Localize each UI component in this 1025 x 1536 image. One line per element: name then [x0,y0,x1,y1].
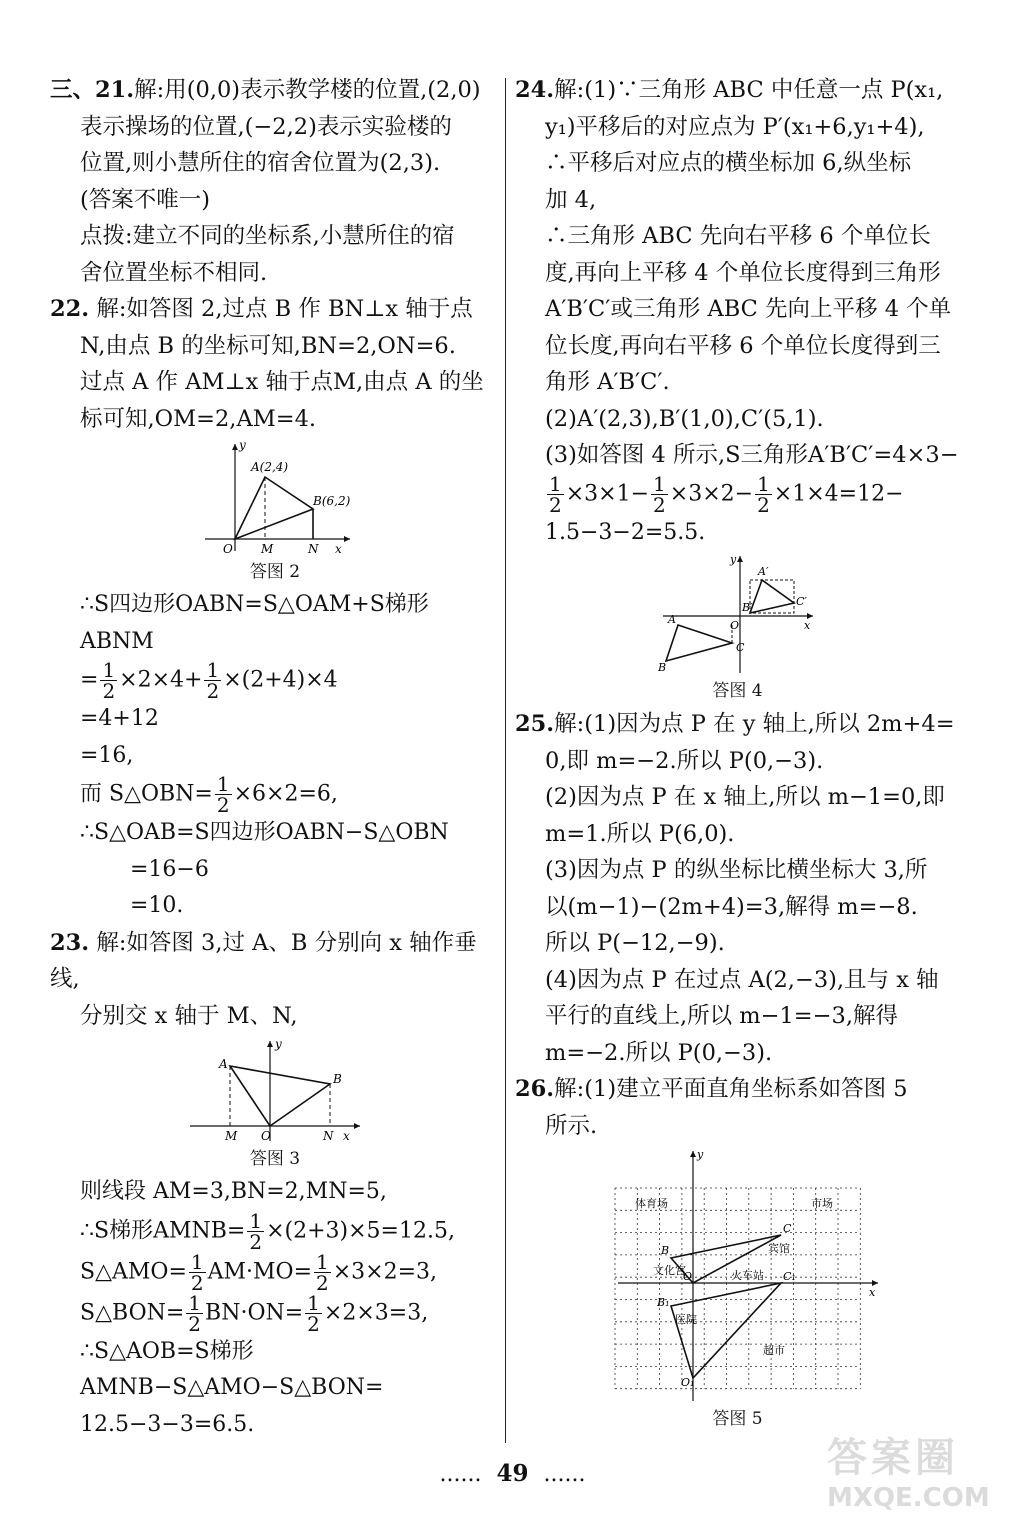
q23-calc: 则线段 AM=3,BN=2,MN=5, [80,1179,387,1204]
fig2-label-y: y [239,439,246,452]
fig3-label-x: x [343,1129,350,1143]
q22-calc: =16−6 [130,856,209,882]
question-22 [50,291,500,925]
q25-line: 0,即 m=−2.所以 P(0,−3). [545,747,824,774]
q24-line: (2)A′(2,3),B′(1,0),C′(5,1). [545,405,824,432]
q21-line: 舍位置坐标不相同. [80,259,268,286]
fig2-label-o: O [223,542,233,556]
q25-line: 解:(1)因为点 P 在 y 轴上,所以 2m+4= [554,711,955,737]
fig3-label-o: O [261,1129,271,1143]
q23-line: 分别交 x 轴于 M、N, [80,1002,298,1029]
watermark-text: 答案圈 [827,1435,959,1481]
q21-line: 解:用(0,0)表示教学楼的位置,(2,0) [134,77,481,103]
fig5-label-o1: O₁ [680,1376,694,1389]
fig4-label-c-prime: C′ [795,595,807,608]
q25-line: m=1.所以 P(6,0). [545,820,735,847]
q22-line: 标可知,OM=2,AM=4. [80,405,317,432]
q21-line: 位置,则小慧所住的宿舍位置为(2,3). [80,150,441,176]
watermark-logo [827,1426,1007,1516]
fig2-label-n: N [308,542,319,556]
figure-5-diagram [593,1146,883,1406]
fig5-label-supermarket: 超市 [762,1344,785,1357]
fig5-label-c: C [782,1222,791,1235]
q26-line: 解:(1)建立平面直角坐标系如答图 5 [554,1076,908,1102]
right-column [515,72,960,1434]
fig5-label-b: B [660,1244,669,1257]
fig3-label-a: A [219,1057,228,1071]
q24-line: 位长度,再向右平移 6 个单位长度得到三 [545,332,941,359]
left-column [50,72,500,1443]
fig2-label-b: B(6,2) [313,494,351,508]
q26-line: 所示. [545,1112,598,1139]
q21-line: (答案不唯一) [80,186,211,213]
q23-calc: ∴S△AOB=S梯形AMNB−S△AMO−S△BON= [80,1338,384,1400]
figure-4-diagram [658,553,818,678]
column-divider [505,78,506,1443]
figure-4-caption: 答图 4 [712,681,763,701]
figure-2-caption: 答图 2 [249,562,301,582]
figure-3-diagram [185,1036,365,1146]
q21-number: 三、21. [50,77,135,103]
q22-line: N,由点 B 的坐标可知,BN=2,ON=6. [80,332,456,359]
fig4-label-b: B [657,661,666,674]
fig3-label-m: M [225,1129,238,1143]
fig2-label-x: x [335,542,342,556]
fig4-label-a-prime: A′ [757,565,768,578]
q25-line: 平行的直线上,所以 m−1=−3,解得 [545,1003,898,1029]
fig5-label-market: 市场 [810,1197,833,1210]
q23-calc: ∴S梯形AMNB= $\frac{1}{2}$ ×(2+3)×5=12.5, [80,1208,455,1254]
q23-line: 解:如答图 3,过 A、B 分别向 x 轴作垂线, [50,929,477,992]
q23-number: 23. [50,929,90,956]
fig4-label-o: O [729,619,739,632]
q25-line: (4)因为点 P 在过点 A(2,−3),且与 x 轴 [545,966,939,993]
q24-line: y₁)平移后的对应点为 P′(x₁+6,y₁+4), [545,113,925,140]
q22-calc: =4+12 [80,706,159,731]
q25-line: 以(m−1)−(2m+4)=3,解得 m=−8. [545,893,918,920]
q22-calc: = $\frac{1}{2}$ ×2×4+ $\frac{1}{2}$ ×(2+4)×4 [80,658,338,703]
q22-calc: ∴S△OAB=S四边形OABN−S△OBN [80,820,449,845]
fig3-label-b: B [333,1072,342,1086]
page-number: 49 [496,1460,529,1487]
figure-2-diagram [195,439,355,559]
q24-line: 度,再向上平移 4 个单位长度得到三角形 [545,259,941,286]
q24-line: ∴三角形 ABC 先向右平移 6 个单位长 [545,223,931,249]
q22-line: 解:如答图 2,过点 B 作 BN⊥x 轴于点 [96,296,473,322]
fig5-label-c1: C₁ [782,1270,796,1283]
fig5-label-stadium: 体育场 [634,1197,668,1210]
fig5-label-hotel: 宾馆 [767,1242,790,1255]
fig4-label-a: A [667,613,676,626]
fig4-label-y: y [729,553,736,566]
fig3-label-y: y [275,1037,282,1051]
q22-calc: ∴S四边形OABN=S△OAM+S梯形ABNM [80,592,429,654]
question-23 [50,925,500,1444]
question-26 [515,1071,960,1432]
watermark-url: MXQE.COM [827,1483,990,1513]
fig3-label-n: N [323,1129,334,1143]
q24-line: (3)如答图 4 所示,S三角形A′B′C′=4×3− [545,442,959,468]
q22-calc: =10. [130,893,184,918]
q22-calc: 而 S△OBN= $\frac{1}{2}$ ×6×2=6, [80,772,338,817]
q23-calc: S△AMO= $\frac{1}{2}$ AM·MO= $\frac{1}{2}$ ×3×2=3, [80,1249,438,1295]
fig4-label-c: C [735,641,744,654]
q22-line: 过点 A 作 AM⊥x 轴于点M,由点 A 的坐 [80,369,484,395]
question-21 [50,72,500,291]
q25-line: m=−2.所以 P(0,−3). [545,1039,773,1066]
q24-calc: $\frac{1}{2}$ ×3×1− $\frac{1}{2}$ ×3×2− $\frac{1}{2}$ ×1×4=12− [549,471,904,517]
fig5-label-station: 火车站 [730,1269,764,1282]
fig5-label-x: x [868,1286,875,1299]
fig2-label-m: M [261,542,274,556]
q23-calc: 12.5−3−3=6.5. [80,1411,255,1437]
q24-calc: 1.5−3−2=5.5. [545,519,706,545]
figure-5 [515,1146,960,1432]
q23-calc: S△BON= $\frac{1}{2}$ BN·ON= $\frac{1}{2}$ ×2×3=3, [80,1290,429,1336]
fig2-label-a: A(2,4) [251,460,289,474]
q21-line: 表示操场的位置,(−2,2)表示实验楼的 [80,113,452,140]
footer-dots: ...... [543,1462,586,1487]
figure-3-caption: 答图 3 [249,1149,301,1169]
q25-line: 所以 P(−12,−9). [545,930,725,956]
q25-line: (2)因为点 P 在 x 轴上,所以 m−1=0,即 [545,784,945,810]
figure-5-caption: 答图 5 [712,1409,763,1429]
q22-calc: =16, [80,742,134,768]
fig5-label-o: O [682,1270,692,1283]
footer-dots: ...... [439,1462,482,1487]
fig5-label-y: y [696,1148,703,1161]
q24-line: 解:(1)∵三角形 ABC 中任意一点 P(x₁, [554,77,944,103]
q21-hint: 点拨:建立不同的坐标系,小慧所住的宿 [80,223,455,249]
fig5-label-hospital: 医院 [674,1313,697,1326]
figure-2 [50,439,500,585]
q22-number: 22. [50,296,90,322]
q25-number: 25. [515,711,555,737]
q24-line: A′B′C′或三角形 ABC 先向上平移 4 个单 [545,296,952,322]
q25-line: (3)因为点 P 的纵坐标比横坐标大 3,所 [545,857,928,883]
fig4-label-x: x [803,619,810,632]
q24-number: 24. [515,77,555,103]
question-25 [515,706,960,1071]
q24-line: 角形 A′B′C′. [545,369,670,395]
q24-line: 加 4, [545,186,597,213]
q24-line: ∴平移后对应点的横坐标加 6,纵坐标 [545,150,912,176]
fig5-label-b1: B₁ [656,1296,669,1309]
figure-4 [515,553,960,704]
figure-3 [50,1036,500,1172]
fig4-label-b-prime: B′ [741,601,753,614]
fig5-label-culture-palace: 文化宫 [652,1264,686,1277]
q26-number: 26. [515,1076,555,1102]
question-24 [515,72,960,704]
